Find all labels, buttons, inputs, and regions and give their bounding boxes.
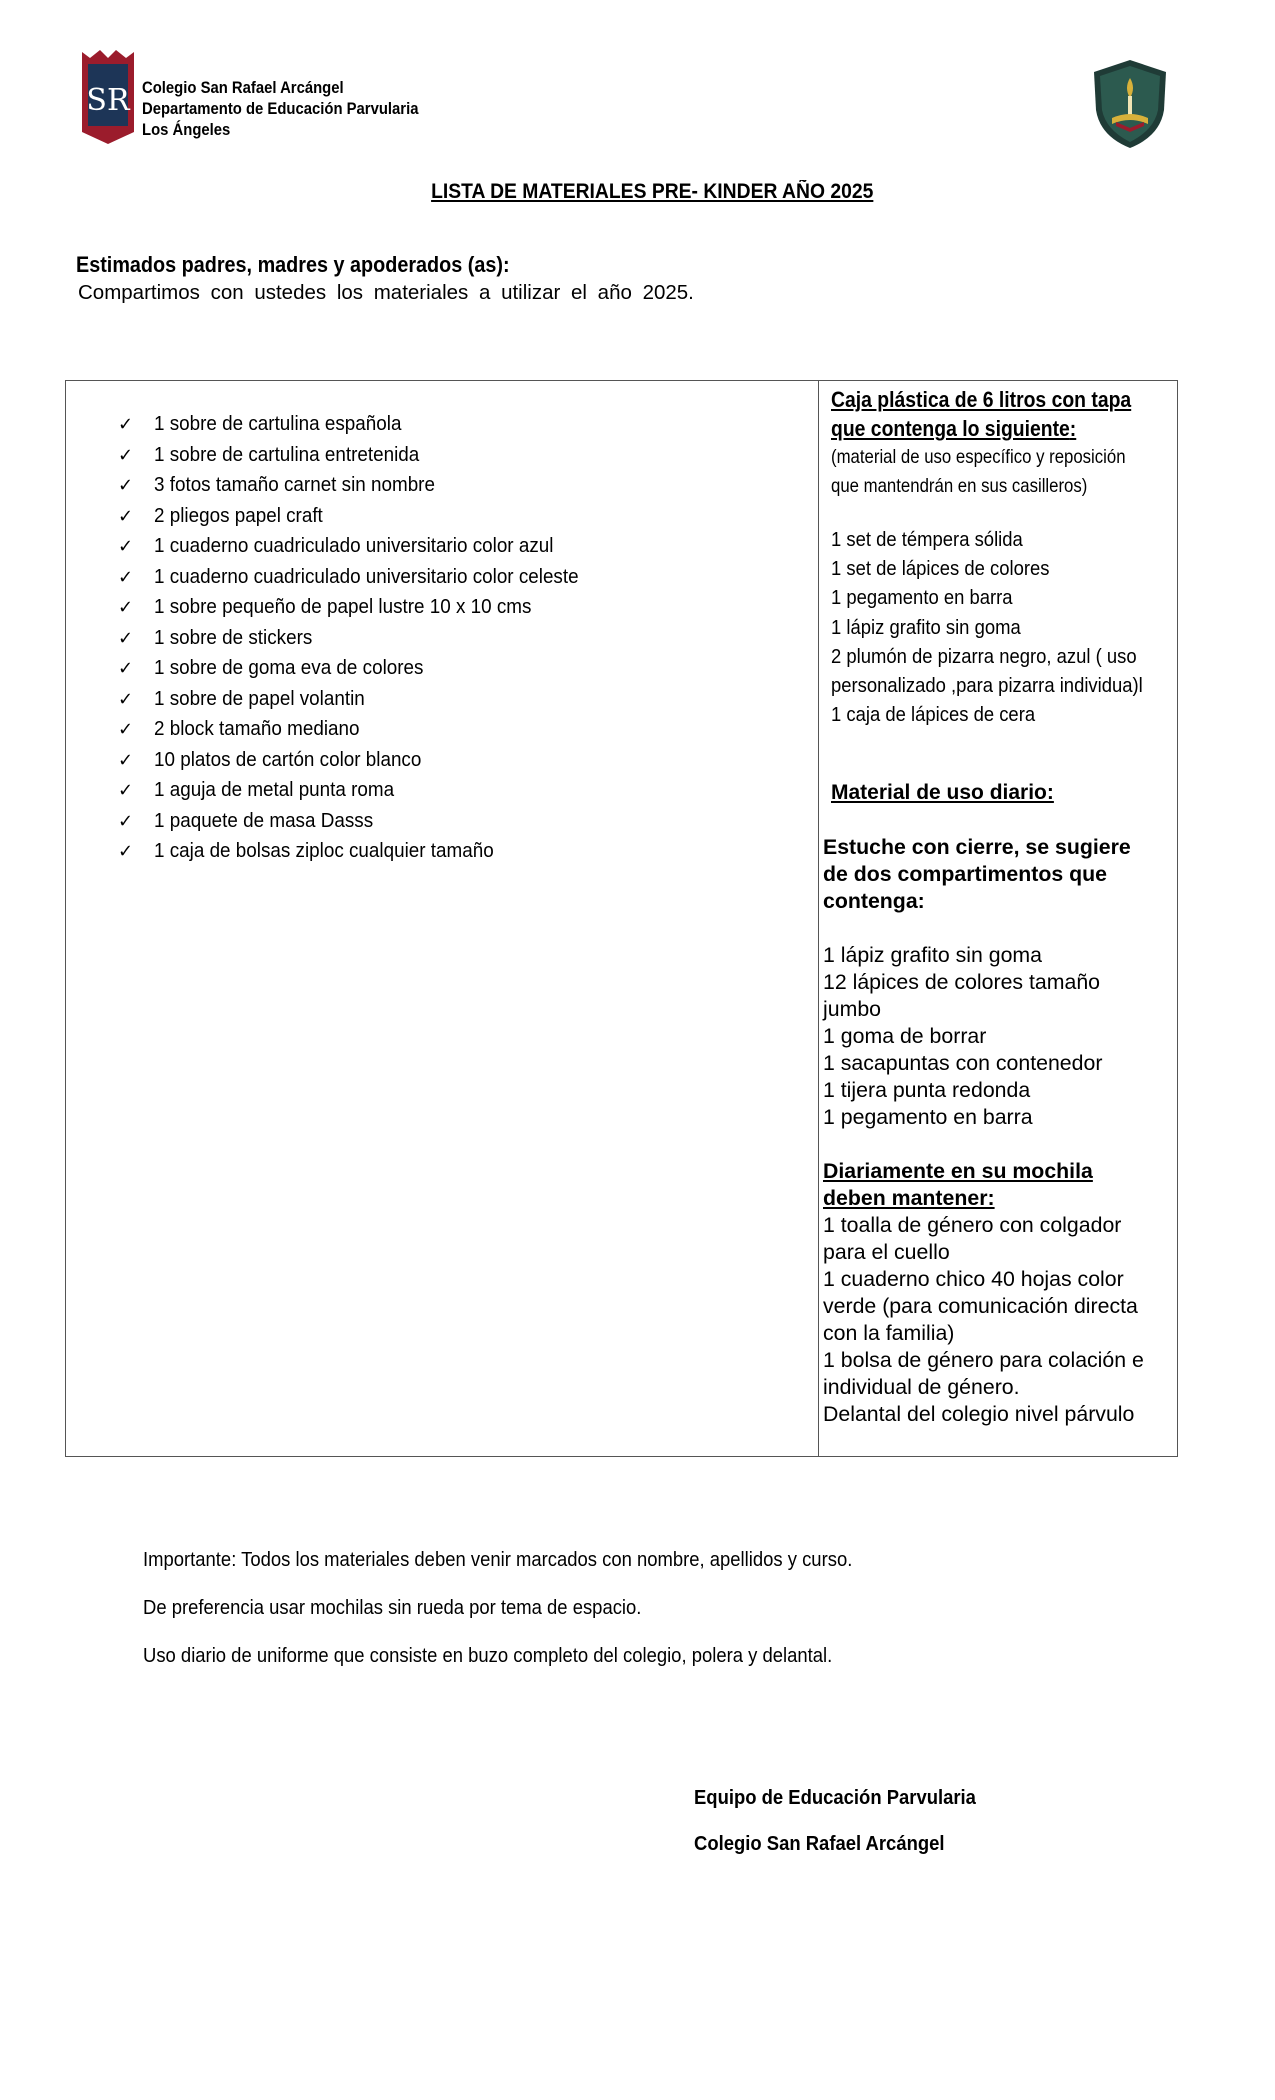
- signature-block: [694, 1786, 1007, 1878]
- note-item: Uso diario de uniforme que consiste en buzo completo del colegio, polera y delantal.: [143, 1644, 833, 1667]
- list-item: con la familia): [823, 1321, 955, 1345]
- important-notes: [143, 1548, 931, 1692]
- checkmark-icon: ✓: [118, 780, 134, 801]
- list-item-text: 10 platos de cartón color blanco: [154, 747, 422, 771]
- box-title-line2: que contenga lo siguiente:: [831, 416, 1077, 441]
- department-name: Departamento de Educación Parvularia: [142, 100, 419, 118]
- box-items-list: [831, 525, 1177, 729]
- list-item: 1 set de témpera sólida: [831, 528, 1023, 551]
- list-item-text: 1 aguja de metal punta roma: [154, 778, 395, 801]
- list-item: verde (para comunicación directa: [823, 1294, 1138, 1318]
- case-items-list: [823, 942, 1175, 1131]
- list-item: [118, 470, 616, 501]
- list-item-text: 1 sobre de papel volantin: [154, 686, 365, 710]
- list-item: Delantal del colegio nivel párvulo: [823, 1402, 1135, 1426]
- checkmark-icon: ✓: [118, 505, 134, 527]
- checkmark-icon: ✓: [118, 414, 134, 435]
- note-item: De preferencia usar mochilas sin rueda por tema de espacio.: [143, 1596, 642, 1619]
- box-title-line1: Caja plástica de 6 litros con tapa: [831, 387, 1132, 412]
- case-heading-line2: de dos compartimentos que: [823, 862, 1108, 886]
- list-item: 1 set de lápices de colores: [831, 557, 1050, 581]
- checkmark-icon: ✓: [118, 719, 134, 740]
- list-item: [118, 684, 616, 715]
- list-item: [118, 714, 616, 745]
- list-item-text: 2 pliegos papel craft: [154, 503, 323, 527]
- signature-school: Colegio San Rafael Arcángel: [694, 1832, 945, 1855]
- list-item: personalizado ,para pizarra individua)l: [831, 674, 1143, 698]
- list-item-text: 1 sobre de goma eva de colores: [154, 656, 424, 679]
- checkmark-icon: ✓: [118, 566, 134, 588]
- list-item: jumbo: [823, 997, 882, 1021]
- list-item: [118, 592, 616, 623]
- column-divider: [818, 381, 819, 1456]
- list-item: 1 toalla de género con colgador: [823, 1213, 1122, 1237]
- list-item-text: 1 sobre pequeño de papel lustre 10 x 10 cms: [154, 595, 532, 618]
- list-item: 1 goma de borrar: [823, 1024, 987, 1048]
- list-item: [118, 806, 616, 837]
- checkmark-icon: ✓: [118, 749, 134, 771]
- box-note-line1: (material de uso específico y reposición: [831, 446, 1126, 468]
- list-item: [118, 501, 616, 532]
- checkmark-icon: ✓: [118, 810, 134, 832]
- list-item: 1 cuaderno chico 40 hojas color: [823, 1267, 1124, 1291]
- list-item-text: 2 block tamaño mediano: [154, 717, 360, 740]
- backpack-heading-line1: Diariamente en su mochila: [823, 1159, 1093, 1183]
- checkmark-icon: ✓: [118, 658, 134, 679]
- daily-material-title: Material de uso diario:: [831, 781, 1054, 804]
- signature-team: Equipo de Educación Parvularia: [694, 1786, 976, 1809]
- list-item: 2 plumón de pizarra negro, azul ( uso: [831, 644, 1137, 668]
- list-item: 1 bolsa de género para colación e: [823, 1348, 1144, 1372]
- list-item: [118, 531, 616, 562]
- list-item: 1 lápiz grafito sin goma: [823, 943, 1043, 967]
- checkmark-icon: ✓: [118, 444, 134, 466]
- list-item-text: 1 cuaderno cuadriculado universitario color celeste: [154, 564, 579, 588]
- list-item: 1 lápiz grafito sin goma: [831, 615, 1021, 639]
- note-item: Importante: Todos los materiales deben venir marcados con nombre, apellidos y curso.: [143, 1548, 853, 1571]
- logo-monogram: SR: [86, 83, 130, 118]
- list-item-text: 1 sobre de cartulina española: [154, 412, 402, 435]
- city-name: Los Ángeles: [142, 121, 231, 139]
- list-item: 1 tijera punta redonda: [823, 1078, 1031, 1102]
- list-item: [118, 409, 616, 440]
- intro-text: Compartimos con ustedes los materiales a utilizar el año 2025.: [78, 281, 694, 304]
- checkmark-icon: ✓: [118, 475, 134, 496]
- list-item-text: 1 paquete de masa Dasss: [154, 808, 374, 832]
- list-item: [118, 836, 616, 867]
- list-item: 12 lápices de colores tamaño: [823, 970, 1101, 994]
- backpack-items-list: [823, 1212, 1175, 1428]
- list-item: [118, 623, 616, 654]
- list-item-text: 1 sobre de stickers: [154, 625, 313, 649]
- list-item: [118, 775, 616, 806]
- list-item: para el cuello: [823, 1240, 950, 1264]
- school-name: Colegio San Rafael Arcángel: [142, 79, 344, 97]
- list-item-text: 1 caja de bolsas ziploc cualquier tamaño: [154, 839, 494, 862]
- general-materials-list: [118, 409, 616, 867]
- backpack-heading-line2: deben mantener:: [823, 1186, 995, 1210]
- school-crest-icon: [1090, 58, 1170, 150]
- list-item: [118, 440, 616, 471]
- greeting: Estimados padres, madres y apoderados (as):: [76, 252, 510, 277]
- checkmark-icon: ✓: [118, 627, 134, 649]
- checkmark-icon: ✓: [118, 841, 134, 862]
- materials-table: [65, 380, 1178, 1457]
- document-title: LISTA DE MATERIALES PRE- KINDER AÑO 2025: [431, 180, 874, 203]
- list-item: [118, 653, 616, 684]
- checkmark-icon: ✓: [118, 688, 134, 710]
- list-item-text: 3 fotos tamaño carnet sin nombre: [154, 473, 435, 496]
- checkmark-icon: ✓: [118, 597, 134, 618]
- plastic-box-section: [831, 385, 1177, 727]
- list-item: 1 caja de lápices de cera: [831, 703, 1036, 727]
- checkmark-icon: ✓: [118, 536, 134, 557]
- list-item-text: 1 cuaderno cuadriculado universitario color azul: [154, 534, 554, 557]
- daily-material-section: [823, 834, 1175, 1428]
- school-heading: [142, 78, 418, 141]
- list-item: individual de género.: [823, 1375, 1020, 1399]
- list-item: 1 pegamento en barra: [823, 1105, 1033, 1129]
- list-item: [118, 745, 616, 776]
- list-item: 1 sacapuntas con contenedor: [823, 1051, 1103, 1075]
- case-heading-line3: contenga:: [823, 889, 925, 913]
- school-logo-sr: [78, 48, 138, 144]
- list-item: 1 pegamento en barra: [831, 586, 1013, 610]
- box-note-line2: que mantendrán en sus casilleros): [831, 475, 1088, 497]
- list-item: [118, 562, 616, 593]
- case-heading-line1: Estuche con cierre, se sugiere: [823, 835, 1131, 859]
- list-item-text: 1 sobre de cartulina entretenida: [154, 442, 420, 466]
